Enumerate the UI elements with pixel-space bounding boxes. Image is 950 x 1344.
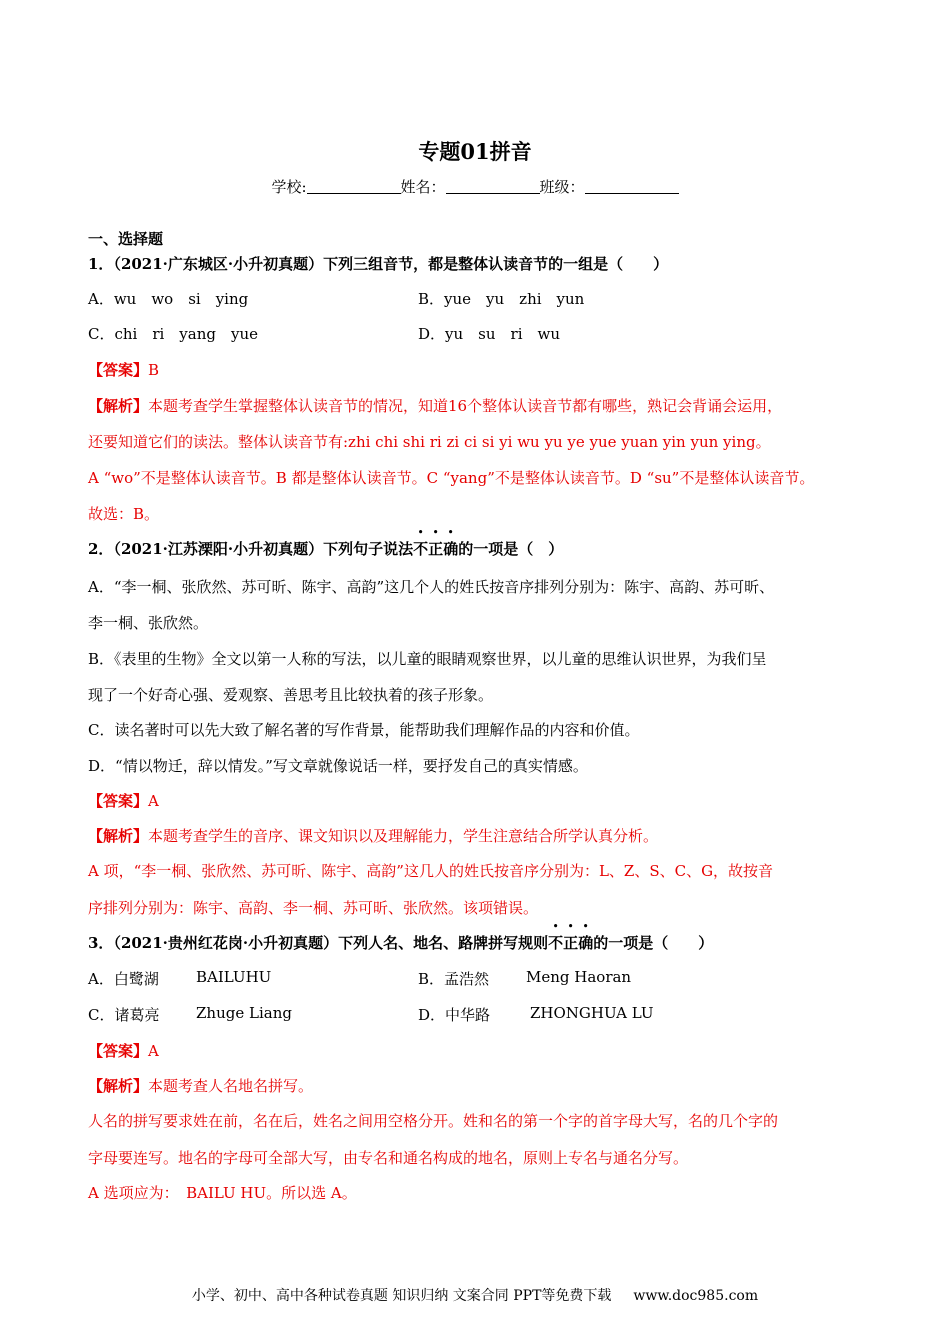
section-heading: 一、选择题 (88, 230, 164, 248)
q1-source: （2021·广东城区·小升初真题） (113, 255, 324, 273)
q2-number: 2． (88, 540, 114, 558)
name-label: 姓名： (400, 178, 446, 196)
q3-emphasis-char: 确 (578, 934, 594, 952)
student-info-line (0, 176, 950, 197)
q1-analysis-line4: 故选：B。 (88, 505, 160, 523)
analysis-tag: 【解析】 (88, 1077, 149, 1095)
name-blank (446, 179, 540, 194)
q1-analysis-line3: A “wo”不是整体认读音节。B 都是整体认读音节。C “yang”不是整体认读音节。D “su”不是整体认读音节。 (88, 469, 815, 487)
q3-analysis-line4: A 选项应为： BAILU HU。所以选 A。 (88, 1184, 357, 1202)
q3-emphasis-char: 不 (548, 934, 564, 952)
q3-number: 3． (88, 934, 114, 952)
q1-analysis-line1 (88, 395, 782, 416)
q1-option-a: A．wu wo si ying (88, 290, 249, 308)
footer-url[interactable]: www.doc985.com (633, 1288, 759, 1304)
q2-option-b-line1: B．《表里的生物》全文以第一人称的写法，以儿童的眼睛观察世界，以儿童的思维认识世界，为我们呈 (88, 650, 767, 668)
page-title: 专题01拼音 (418, 139, 532, 164)
q2-option-b-line2: 现了一个好奇心强、爱观察、善思考且比较执着的孩子形象。 (88, 686, 494, 704)
q2-option-d: D．“情以物迁，辞以情发。”写文章就像说话一样，要抒发自己的真实情感。 (88, 757, 588, 775)
q2-emphasis-char: 正 (428, 540, 444, 558)
q2-analysis-line2: A 项，“李一桐、张欣然、苏可昕、陈宇、高韵”这几人的姓氏按音序分别为：L、Z、S、C、G，故按音 (88, 862, 774, 880)
q3-emphasis-char: 正 (563, 934, 579, 952)
q3-option-a-value: BAILUHU (196, 968, 272, 986)
school-label: 学校: (271, 178, 307, 196)
q1-answer (88, 359, 159, 380)
q1-answer-value: B (148, 361, 160, 379)
answer-tag: 【答案】 (88, 1042, 149, 1060)
q3-option-a-label: A．白鹭湖 (88, 970, 159, 988)
answer-tag: 【答案】 (88, 361, 149, 379)
q2-text-post: 的一项是（ ） (458, 540, 564, 558)
q3-analysis-line1 (88, 1075, 313, 1096)
q2-option-a-line1: A．“李一桐、张欣然、苏可昕、陈宇、高韵”这几个人的姓氏按音序排列分别为：陈宇、高韵、苏可昕、 (88, 578, 775, 596)
q2-answer-value: A (148, 792, 159, 810)
footer-text: 小学、初中、高中各种试卷真题 知识归纳 文案合同 PPT等免费下载 (191, 1288, 612, 1304)
q2-analysis-line1 (88, 825, 658, 846)
q1-number: 1． (88, 255, 114, 273)
q2-emphasis-char: 不 (413, 540, 429, 558)
q1-analysis-line2: 还要知道它们的读法。整体认读音节有:zhi chi shi ri zi ci si yi wu yu ye yue yuan yin yun ying。 (88, 433, 771, 451)
q3-answer (88, 1040, 159, 1061)
q1-text: 下列三组音节，都是整体认读音节的一组是（ ） (323, 255, 669, 273)
q3-text-post: 的一项是（ ） (593, 934, 714, 952)
q3-analysis-text: 本题考查人名地名拼写。 (148, 1077, 314, 1095)
q1-stem (88, 253, 668, 274)
q2-analysis-text: 本题考查学生的音序、课文知识以及理解能力，学生注意结合所学认真分析。 (148, 827, 659, 845)
analysis-tag: 【解析】 (88, 397, 149, 415)
q3-text-pre: 下列人名、地名、路牌拼写规则 (338, 934, 549, 952)
q3-answer-value: A (148, 1042, 159, 1060)
q3-option-c-value: Zhuge Liang (196, 1004, 292, 1022)
q2-option-a-line2: 李一桐、张欣然。 (88, 614, 209, 632)
q2-emphasis-char: 确 (443, 540, 459, 558)
answer-tag: 【答案】 (88, 792, 149, 810)
q3-analysis-line2: 人名的拼写要求姓在前，名在后，姓名之间用空格分开。姓和名的第一个字的首字母大写，名的几个字的 (88, 1112, 779, 1130)
analysis-tag: 【解析】 (88, 827, 149, 845)
q1-option-b: B．yue yu zhi yun (418, 290, 585, 308)
q2-text-pre: 下列句子说法 (323, 540, 414, 558)
class-blank (585, 179, 679, 194)
q3-stem (88, 932, 713, 953)
page-footer (0, 1285, 950, 1305)
q3-option-b-value: Meng Haoran (526, 968, 632, 986)
q3-source: （2021·贵州红花岗·小升初真题） (113, 934, 339, 952)
q1-analysis-text: 本题考查学生掌握整体认读音节的情况，知道16个整体认读音节都有哪些，熟记会背诵会运用， (148, 397, 783, 415)
q1-option-d: D．yu su ri wu (418, 325, 560, 343)
q3-analysis-line3: 字母要连写。地名的字母可全部大写，由专名和通名构成的地名，原则上专名与通名分写。 (88, 1149, 689, 1167)
q3-option-d-value: ZHONGHUA LU (530, 1004, 654, 1022)
q2-answer (88, 790, 159, 811)
q3-option-d-label: D．中华路 (418, 1006, 491, 1024)
school-blank (307, 179, 401, 194)
q3-option-b-label: B．孟浩然 (418, 970, 490, 988)
q1-option-c: C．chi ri yang yue (88, 325, 258, 343)
q3-option-c-label: C．诸葛亮 (88, 1006, 160, 1024)
class-label: 班级： (539, 178, 585, 196)
q2-option-c: C．读名著时可以先大致了解名著的写作背景，能帮助我们理解作品的内容和价值。 (88, 721, 640, 739)
q2-stem (88, 538, 563, 559)
q2-analysis-line3: 序排列分别为：陈宇、高韵、李一桐、苏可昕、张欣然。该项错误。 (88, 899, 539, 917)
q2-source: （2021·江苏溧阳·小升初真题） (113, 540, 324, 558)
